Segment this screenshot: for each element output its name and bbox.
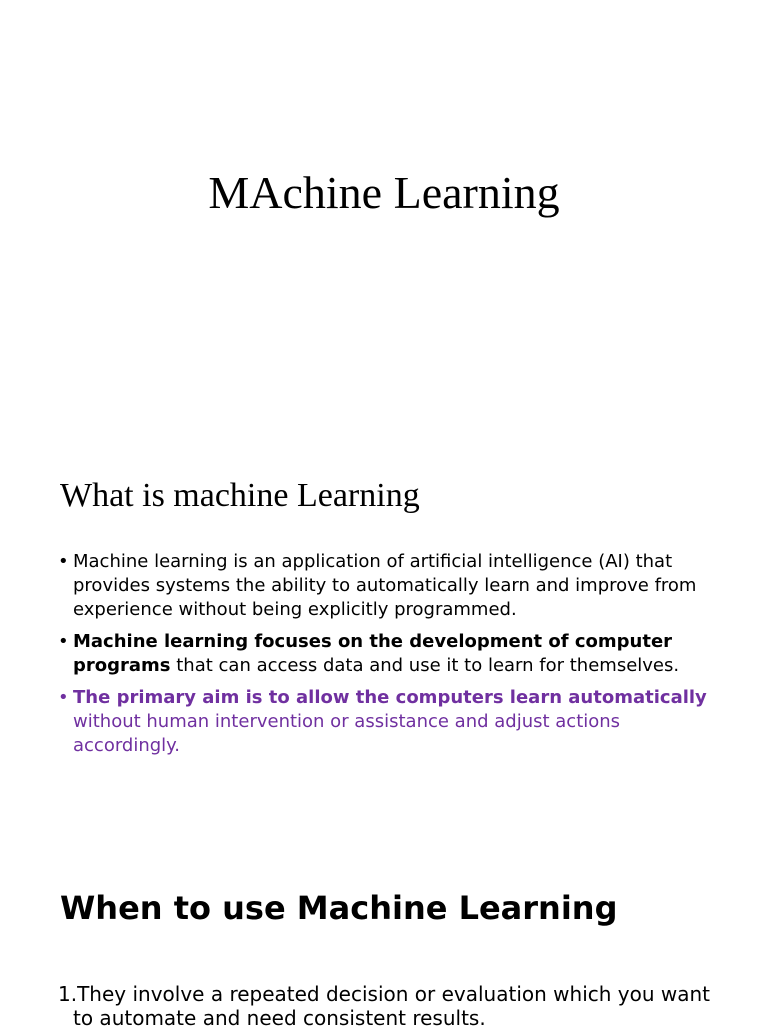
bullet-text: without human intervention or assistance and adjust actions accordingly. <box>73 711 621 756</box>
bullet-icon: • <box>58 551 69 572</box>
bullet-icon: • <box>58 687 69 708</box>
slide-heading: What is machine Learning <box>60 477 420 514</box>
when-to-use-slide <box>0 850 768 1030</box>
definition-slide <box>0 430 768 850</box>
slide-heading: When to use Machine Learning <box>60 889 618 927</box>
numbered-list <box>58 982 718 1030</box>
bullet-item <box>58 630 708 678</box>
presentation-title: MAchine Learning <box>208 167 560 218</box>
bullet-item-highlight <box>58 686 708 758</box>
bullet-text: Machine learning is an application of artificial intelligence (AI) that provides systems the ability to automatically learn and improve from experience without being explicitly programmed. <box>73 551 697 620</box>
bullet-text: that can access data and use it to learn for themselves. <box>170 655 680 676</box>
bullet-bold-text: Machine learning focuses on the development of computer programs <box>73 631 673 676</box>
bullet-item <box>58 550 708 622</box>
bullet-icon: • <box>58 631 69 652</box>
title-slide <box>0 0 768 430</box>
bullet-list <box>58 550 708 766</box>
bullet-bold-text: The primary aim is to allow the computers learn automatically <box>73 687 707 708</box>
list-item: 1.They involve a repeated decision or evaluation which you want to automate and need consistent results. <box>58 982 711 1030</box>
